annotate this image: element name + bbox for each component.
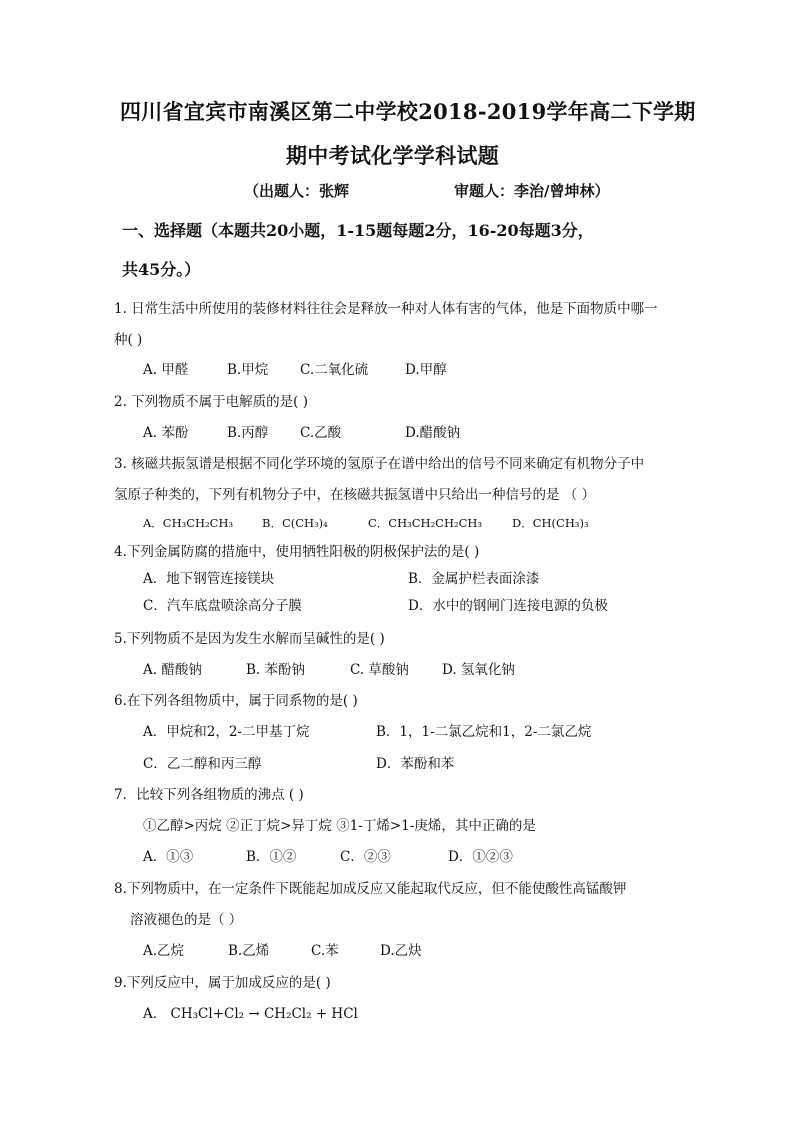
title-line-1: 四川省宜宾市南溪区第二中学校2018-2019学年高二下学期 [120, 99, 696, 124]
question-8-option-d: D.乙炔 [380, 943, 422, 959]
question-4-stem: 4.下列金属防腐的措施中，使用牺牲阳极的阴极保护法的是( ) [114, 544, 480, 560]
question-2-option-d: D.醋酸钠 [405, 425, 461, 441]
question-8-stem-cont: 溶液褪色的是（ ） [130, 912, 243, 928]
question-7-option-d: D．①②③ [448, 849, 513, 865]
question-6-option-a: A．甲烷和2，2-二甲基丁烷 [143, 724, 310, 740]
question-3-option-a: A．CH₃CH₂CH₃ [143, 516, 234, 530]
question-5-option-a: A. 醋酸钠 [143, 662, 202, 678]
question-1-option-b: B.甲烷 [227, 362, 269, 378]
question-7-statements: ①乙醇>丙烷 ②正丁烷>异丁烷 ③1-丁烯>1-庚烯，其中正确的是 [143, 818, 536, 834]
question-4-option-c: C．汽车底盘喷涂高分子膜 [143, 598, 302, 614]
title-line-2: 期中考试化学学科试题 [286, 143, 499, 168]
question-2-stem: 2. 下列物质不属于电解质的是( ) [114, 394, 308, 410]
question-2-option-b: B.丙醇 [227, 425, 269, 441]
question-6-option-d: D．苯酚和苯 [376, 756, 455, 772]
question-2-option-c: C.乙酸 [300, 425, 342, 441]
question-8-stem: 8.下列物质中，在一定条件下既能起加成反应又能起取代反应，但不能使酸性高锰酸钾 [114, 881, 627, 897]
question-3-stem: 3. 核磁共振氢谱是根据不同化学环境的氢原子在谱中给出的信号不同来确定有机物分子中 [114, 456, 645, 472]
question-3-option-d: D．CH(CH₃)₃ [512, 516, 589, 530]
question-6-stem: 6.在下列各组物质中，属于同系物的是( ) [114, 693, 358, 709]
question-5-option-d: D. 氢氧化钠 [442, 662, 515, 678]
question-2-option-a: A. 苯酚 [143, 425, 189, 441]
question-4-option-b: B．金属护栏表面涂漆 [408, 571, 540, 587]
question-7-stem: 7．比较下列各组物质的沸点 ( ) [114, 787, 304, 803]
question-1-stem-cont: 种( ) [114, 332, 143, 348]
question-4-option-a: A．地下钢管连接镁块 [143, 571, 275, 587]
section-heading-line-2: 共45分。） [122, 260, 201, 279]
question-3-option-c: C．CH₃CH₂CH₂CH₃ [368, 516, 483, 530]
question-1-stem: 1. 日常生活中所使用的装修材料往往会是释放一种对人体有害的气体，他是下面物质中哪一 [114, 301, 658, 317]
question-8-option-a: A.乙烷 [143, 943, 185, 959]
question-5-stem: 5.下列物质不是因为发生水解而呈碱性的是( ) [114, 631, 385, 647]
question-5-option-b: B. 苯酚钠 [246, 662, 306, 678]
question-9-stem: 9.下列反应中，属于加成反应的是( ) [114, 975, 331, 991]
question-7-option-c: C．②③ [340, 849, 391, 865]
question-5-option-c: C. 草酸钠 [350, 662, 409, 678]
question-3-stem-cont: 氢原子种类的，下列有机物分子中，在核磁共振氢谱中只给出一种信号的是 （ ） [114, 487, 596, 503]
question-9-option-a: A． CH₃Cl+Cl₂ → CH₂Cl₂ + HCl [143, 1006, 358, 1022]
question-6-option-c: C．乙二醇和丙三醇 [143, 756, 262, 772]
question-setter: （出题人：张辉 [244, 182, 350, 200]
question-4-option-d: D．水中的钢闸门连接电源的负极 [408, 598, 608, 614]
question-reviewer: 审题人：李治/曾坤林） [454, 182, 610, 200]
section-heading-line-1: 一、选择题（本题共20小题，1-15题每题2分，16-20每题3分， [122, 221, 594, 240]
question-3-option-b: B．C(CH₃)₄ [262, 516, 328, 530]
question-1-option-a: A. 甲醛 [143, 362, 189, 378]
question-7-option-a: A．①③ [143, 849, 194, 865]
question-1-option-c: C.二氧化硫 [300, 362, 369, 378]
question-6-option-b: B．1，1-二氯乙烷和1，2-二氯乙烷 [376, 724, 592, 740]
question-8-option-b: B.乙烯 [228, 943, 270, 959]
question-7-option-b: B．①② [246, 849, 297, 865]
question-8-option-c: C.苯 [311, 943, 339, 959]
question-1-option-d: D.甲醇 [405, 362, 447, 378]
